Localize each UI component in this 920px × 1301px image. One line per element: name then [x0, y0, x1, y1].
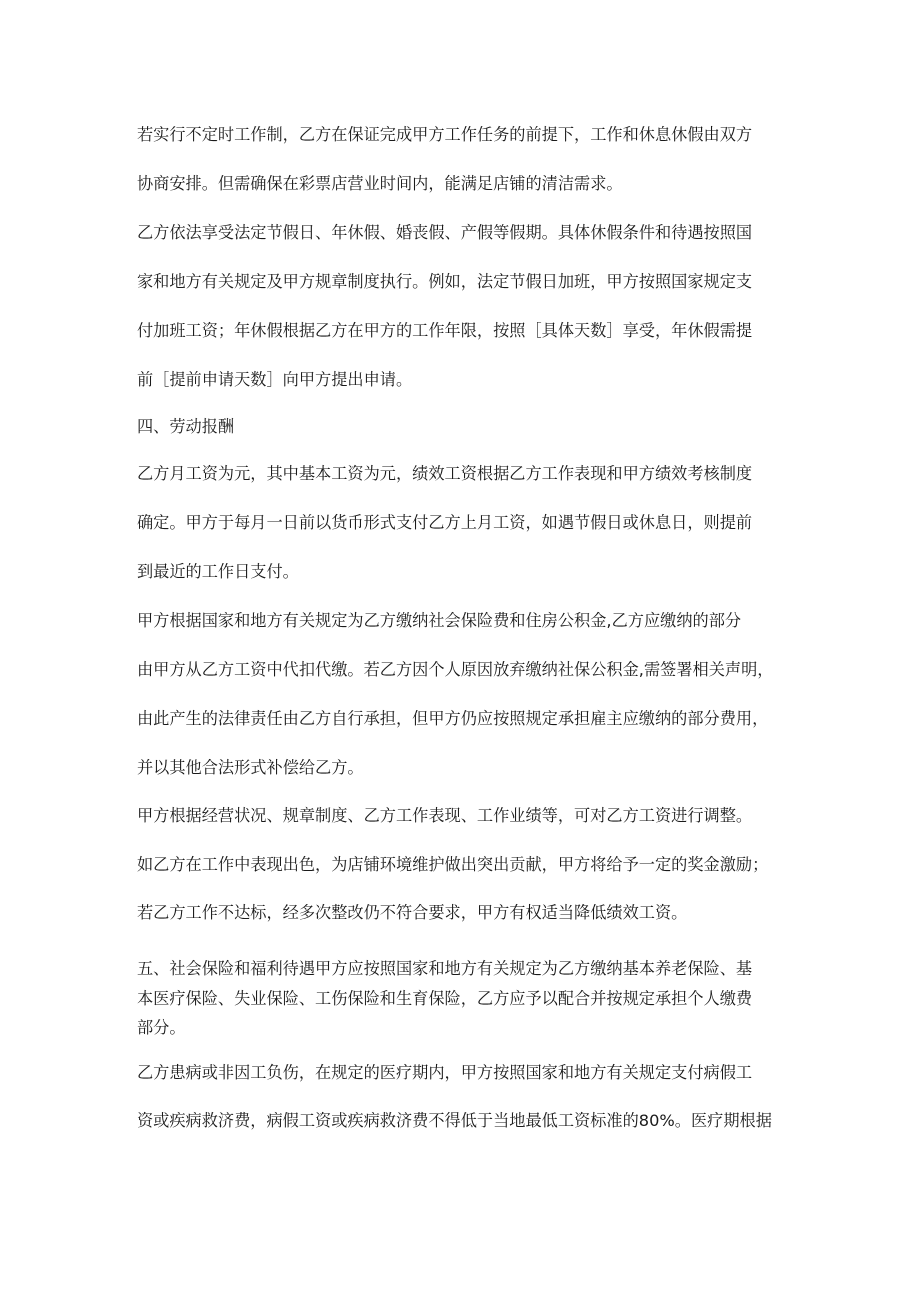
- text-line: 资或疾病救济费，病假工资或疾病救济费不得低于当地最低工资标准的80%。医疗期根据: [137, 1111, 772, 1130]
- text-line: 前［提前申请天数］向甲方提出申请。: [137, 370, 413, 389]
- text-line: 协商安排。但需确保在彩票店营业时间内，能满足店铺的清洁需求。: [137, 174, 623, 193]
- text-line: 甲方根据国家和地方有关规定为乙方缴纳社会保险费和住房公积金,乙方应缴纳的部分: [137, 611, 742, 630]
- text-line: 并以其他合法形式补偿给乙方。: [137, 758, 364, 777]
- text-line: 家和地方有关规定及甲方规章制度执行。例如，法定节假日加班，甲方按照国家规定支: [137, 272, 753, 291]
- text-line: 乙方月工资为元，其中基本工资为元，绩效工资根据乙方工作表现和甲方绩效考核制度: [137, 464, 753, 483]
- text-line: 部分。: [137, 1018, 186, 1037]
- text-line: 乙方患病或非因工负伤，在规定的医疗期内，甲方按照国家和地方有关规定支付病假工: [137, 1063, 753, 1082]
- text-line: 付加班工资；年休假根据乙方在甲方的工作年限，按照［具体天数］享受，年休假需提: [137, 321, 753, 340]
- text-line: 本医疗保险、失业保险、工伤保险和生育保险，乙方应予以配合并按规定承担个人缴费: [137, 989, 753, 1008]
- text-line: 确定。甲方于每月一日前以货币形式支付乙方上月工资，如遇节假日或休息日，则提前: [137, 513, 753, 532]
- text-line: 若乙方工作不达标，经多次整改仍不符合要求，甲方有权适当降低绩效工资。: [137, 903, 688, 922]
- text-line: 甲方根据经营状况、规章制度、乙方工作表现、工作业绩等，可对乙方工资进行调整。: [137, 806, 753, 825]
- text-line: 由此产生的法律责任由乙方自行承担，但甲方仍应按照规定承担雇主应缴纳的部分费用，: [137, 709, 769, 728]
- text-line: 到最近的工作日支付。: [137, 562, 299, 581]
- section-heading: 四、劳动报酬: [137, 417, 235, 436]
- text-line: 由甲方从乙方工资中代扣代缴。若乙方因个人原因放弃缴纳社保公积金,需签署相关声明，: [137, 660, 774, 679]
- text-line: 乙方依法享受法定节假日、年休假、婚丧假、产假等假期。具体休假条件和待遇按照国: [137, 223, 753, 242]
- text-line: 如乙方在工作中表现出色，为店铺环境维护做出突出贡献，甲方将给予一定的奖金激励；: [137, 855, 769, 874]
- section-heading: 五、社会保险和福利待遇甲方应按照国家和地方有关规定为乙方缴纳基本养老保险、基: [137, 959, 753, 978]
- text-line: 若实行不定时工作制，乙方在保证完成甲方工作任务的前提下，工作和休息休假由双方: [137, 125, 753, 144]
